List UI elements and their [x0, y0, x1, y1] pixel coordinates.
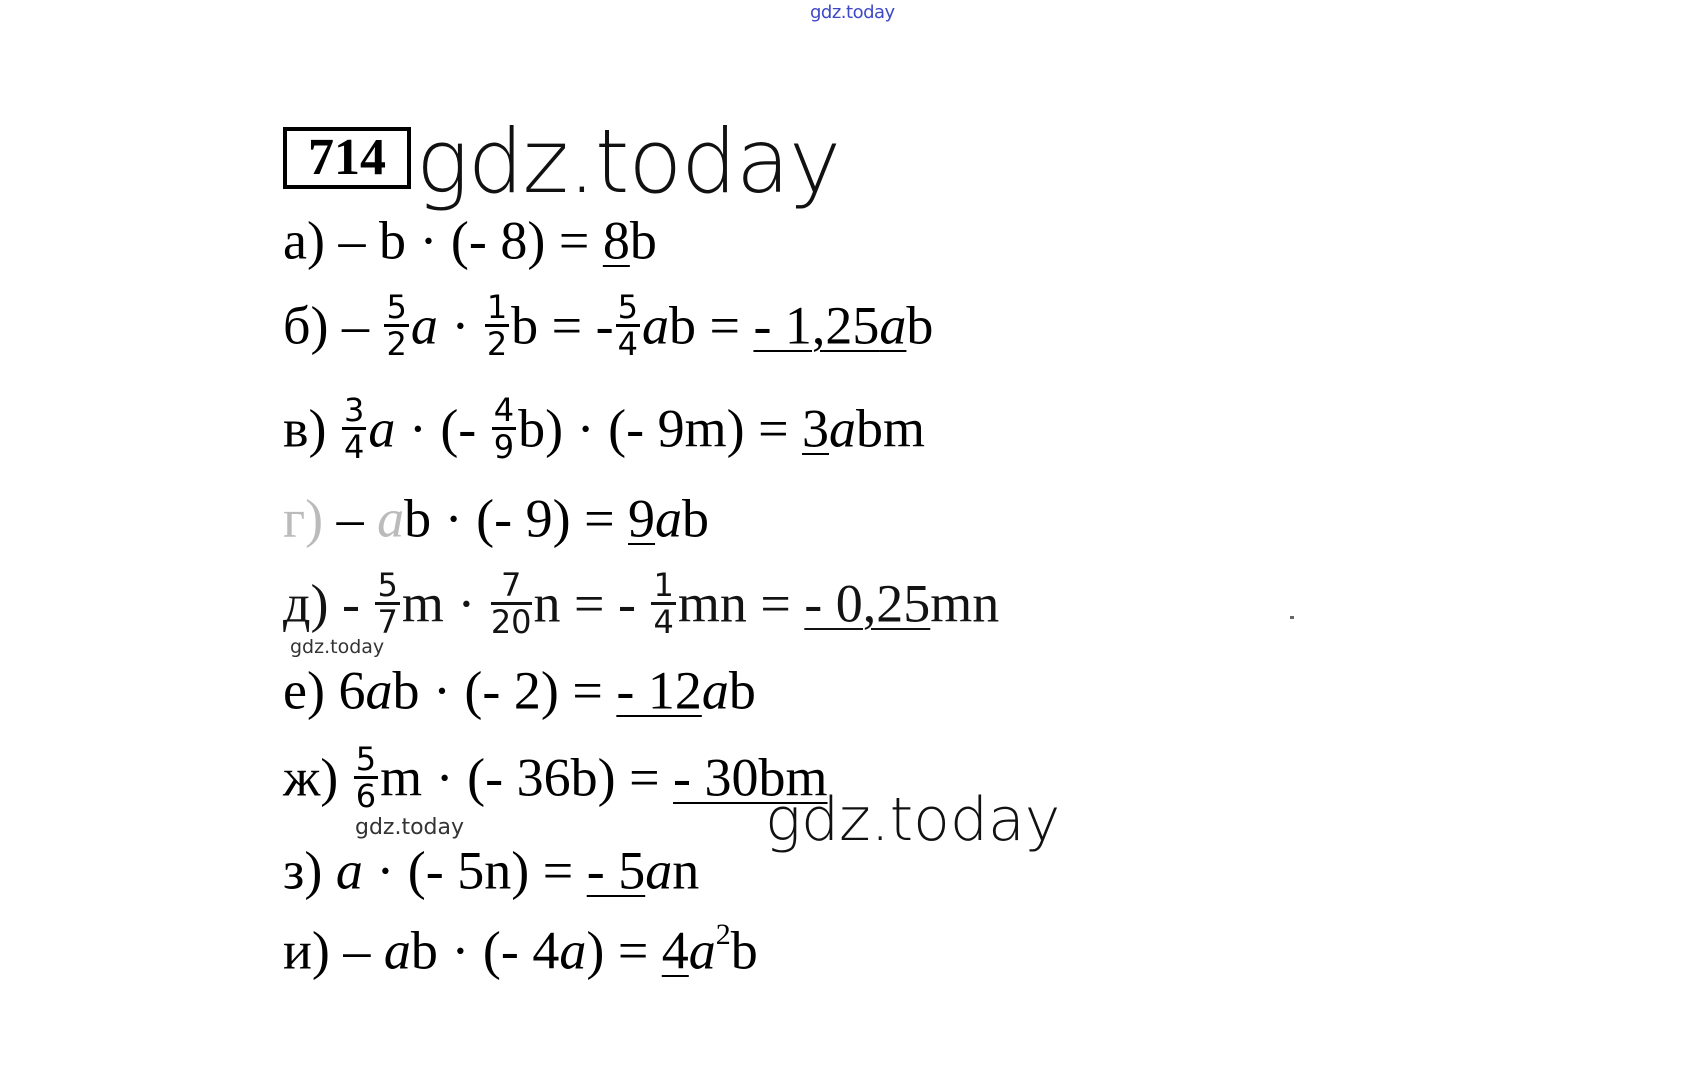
den: 7 — [377, 603, 398, 642]
text-b2: b = - — [511, 295, 614, 356]
num: 1 — [653, 566, 674, 605]
den: 2 — [386, 325, 407, 364]
den: 4 — [653, 603, 674, 642]
fraction-b1 — [384, 288, 408, 364]
text-d2: n = - — [533, 573, 650, 634]
label-zh: ж) — [283, 747, 339, 808]
num: 1 — [486, 288, 508, 327]
line-e — [283, 655, 756, 721]
answer-v: 3 — [802, 398, 830, 459]
label-z: з) — [283, 840, 323, 901]
var-b1: a — [410, 295, 438, 356]
text-v1: · (- — [395, 398, 490, 459]
tail-e: b — [728, 660, 756, 721]
answer-var-z: a — [645, 840, 673, 901]
var-z: a — [335, 840, 363, 901]
text-b3: b = — [668, 295, 754, 356]
text-d3: mn = — [677, 573, 805, 634]
pre-d: - — [328, 573, 374, 634]
tail-a: b — [629, 210, 657, 271]
pre-i: – — [343, 920, 384, 981]
answer-z: - 5 — [586, 840, 646, 901]
var-i: a — [383, 920, 411, 981]
watermark-title: gdz.today — [416, 110, 841, 213]
den: 4 — [343, 428, 365, 467]
label-e: е) — [283, 660, 325, 721]
dot-b: · — [437, 295, 483, 356]
exponent-i: 2 — [715, 918, 731, 951]
watermark-top: gdz.today — [810, 2, 895, 23]
label-v: в) — [283, 398, 327, 459]
fraction-d3 — [651, 566, 675, 642]
fraction-d2 — [490, 566, 532, 642]
var-g: a — [377, 488, 405, 549]
num: 5 — [386, 288, 407, 327]
line-v — [283, 391, 926, 467]
answer-var-g: a — [655, 488, 683, 549]
var-b3: a — [641, 295, 669, 356]
answer-i: 4 — [661, 920, 689, 981]
var-i2: a — [559, 920, 587, 981]
tail-g: b — [682, 488, 710, 549]
tail-v: bm — [856, 398, 926, 459]
answer-var-e: a — [701, 660, 729, 721]
expr-a: – b · (- 8) = — [338, 210, 603, 271]
num: 5 — [617, 288, 638, 327]
label-b: б) — [283, 295, 329, 356]
num: 5 — [377, 566, 398, 605]
answer-var-v: a — [829, 398, 857, 459]
fraction-b2 — [485, 288, 509, 364]
line-i — [283, 905, 758, 981]
label-g: г) — [283, 488, 324, 549]
fraction-b3 — [616, 288, 640, 364]
answer-zh: - 30bm — [673, 747, 828, 808]
den: 2 — [486, 325, 508, 364]
answer-var-i: a — [688, 920, 716, 981]
fraction-zh1 — [354, 740, 378, 816]
expr-z: · (- 5n) = — [362, 840, 587, 901]
text-d1: m · — [401, 573, 489, 634]
tail-d: mn — [930, 573, 1000, 634]
task-number-box: 714 — [283, 127, 411, 189]
pre-e: 6 — [338, 660, 366, 721]
minus-b: – — [341, 295, 369, 356]
tail-z: n — [672, 840, 700, 901]
label-d: д) — [283, 573, 329, 634]
expr-g: b · (- 9) = — [404, 488, 629, 549]
watermark-small-1: gdz.today — [290, 636, 385, 658]
watermark-small-2: gdz.today — [355, 815, 465, 840]
answer-g: 9 — [628, 488, 656, 549]
den: 6 — [355, 777, 377, 816]
mid-i: b · (- 4 — [410, 920, 560, 981]
line-z — [283, 835, 699, 901]
label-i: и) — [283, 920, 330, 981]
num: 5 — [355, 740, 377, 779]
line-zh — [283, 740, 828, 816]
den: 4 — [617, 325, 638, 364]
var-e: a — [365, 660, 393, 721]
line-a — [283, 205, 657, 271]
stray-mark — [1290, 616, 1294, 619]
line-g — [283, 483, 709, 549]
answer-e: - 12 — [616, 660, 702, 721]
expr-e: b · (- 2) = — [392, 660, 617, 721]
fraction-v2 — [492, 391, 516, 467]
answer-b: - 1,25 — [753, 295, 880, 356]
num: 3 — [343, 391, 365, 430]
num: 4 — [493, 391, 515, 430]
line-b — [283, 288, 934, 364]
fraction-d1 — [375, 566, 399, 642]
tail-b: b — [906, 295, 934, 356]
expr-i: ) = — [586, 920, 662, 981]
answer-var-b: a — [879, 295, 907, 356]
text-zh1: m · (- 36b) = — [380, 747, 674, 808]
line-d — [283, 566, 1000, 642]
fraction-v1 — [342, 391, 366, 467]
answer-d: - 0,25 — [804, 573, 931, 634]
label-a: а) — [283, 210, 325, 271]
answer-a: 8 — [602, 210, 630, 271]
text-v2: b) · (- 9m) = — [518, 398, 803, 459]
tail-i: b — [730, 920, 758, 981]
var-v1: a — [368, 398, 396, 459]
num: 7 — [491, 568, 532, 605]
pre-g: – — [336, 488, 378, 549]
watermark-middle: gdz.today — [765, 785, 1061, 855]
den: 9 — [493, 428, 515, 467]
den: 20 — [490, 603, 532, 642]
